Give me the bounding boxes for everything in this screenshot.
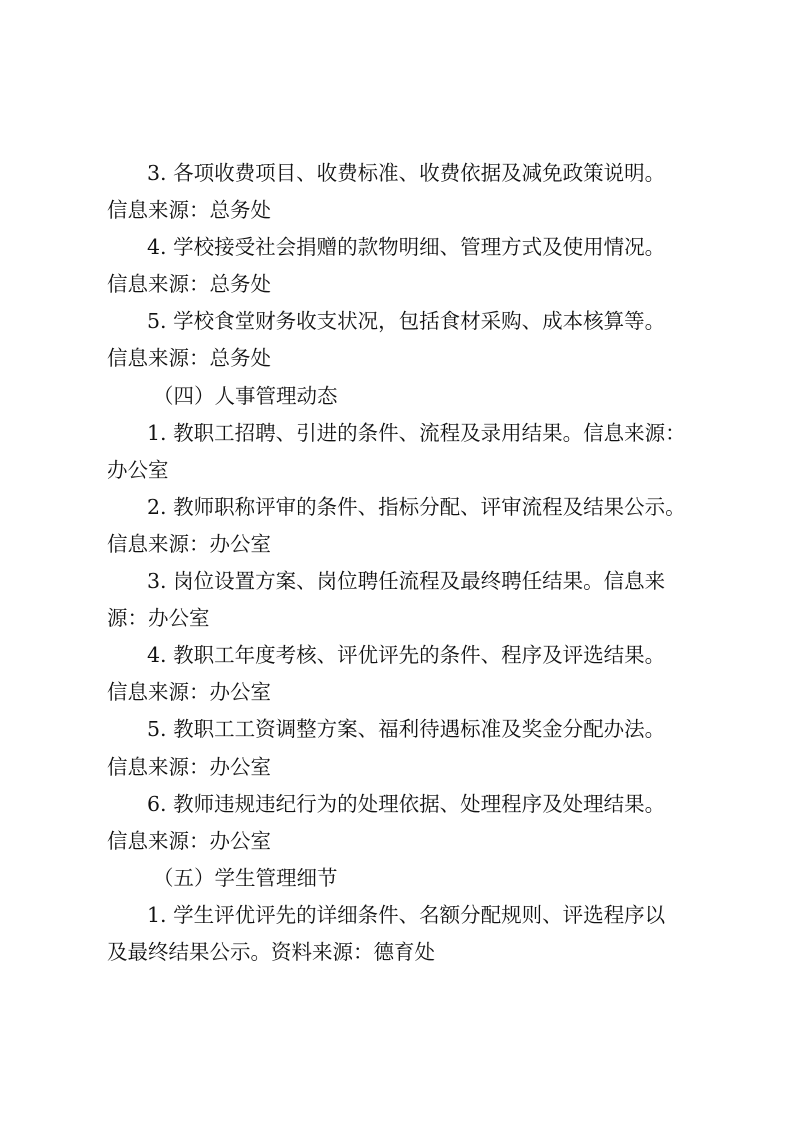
info-source-line: 信息来源：总务处 bbox=[107, 346, 271, 371]
recruitment-item-line: 1. 教职工招聘、引进的条件、流程及录用结果。信息来源： bbox=[147, 420, 686, 445]
fee-item-line: 3. 各项收费项目、收费标准、收费依据及减免政策说明。 bbox=[147, 161, 666, 185]
info-source-line: 信息来源：总务处 bbox=[107, 272, 271, 297]
info-source-line: 信息来源：办公室 bbox=[107, 531, 271, 556]
post-setting-item-line: 3. 岗位设置方案、岗位聘任流程及最终聘任结果。信息来 bbox=[147, 569, 666, 594]
info-source-line: 信息来源：办公室 bbox=[107, 680, 271, 705]
student-award-item-line: 1. 学生评优评先的详细条件、名额分配规则、评选程序以 bbox=[147, 902, 666, 927]
assessment-item-line: 4. 教职工年度考核、评优评先的条件、程序及评选结果。 bbox=[147, 643, 666, 668]
info-source-line: 信息来源：总务处 bbox=[107, 198, 271, 223]
info-source-line: 源：办公室 bbox=[107, 606, 210, 631]
info-source-line: 信息来源：办公室 bbox=[107, 754, 271, 779]
canteen-item-line: 5. 学校食堂财务收支状况，包括食材采购、成本核算等。 bbox=[147, 309, 666, 334]
document-body bbox=[107, 155, 697, 971]
info-source-line: 及最终结果公示。资料来源：德育处 bbox=[107, 939, 435, 964]
info-source-line: 办公室 bbox=[107, 457, 169, 482]
donation-item-line: 4. 学校接受社会捐赠的款物明细、管理方式及使用情况。 bbox=[147, 235, 666, 260]
salary-item-line: 5. 教职工工资调整方案、福利待遇标准及奖金分配办法。 bbox=[147, 717, 666, 742]
discipline-item-line: 6. 教师违规违纪行为的处理依据、处理程序及处理结果。 bbox=[147, 791, 666, 816]
section-heading-personnel: （四）人事管理动态 bbox=[153, 383, 338, 408]
info-source-line: 信息来源：办公室 bbox=[107, 828, 271, 853]
section-heading-students: （五）学生管理细节 bbox=[153, 865, 338, 890]
title-review-item-line: 2. 教师职称评审的条件、指标分配、评审流程及结果公示。 bbox=[147, 494, 686, 519]
